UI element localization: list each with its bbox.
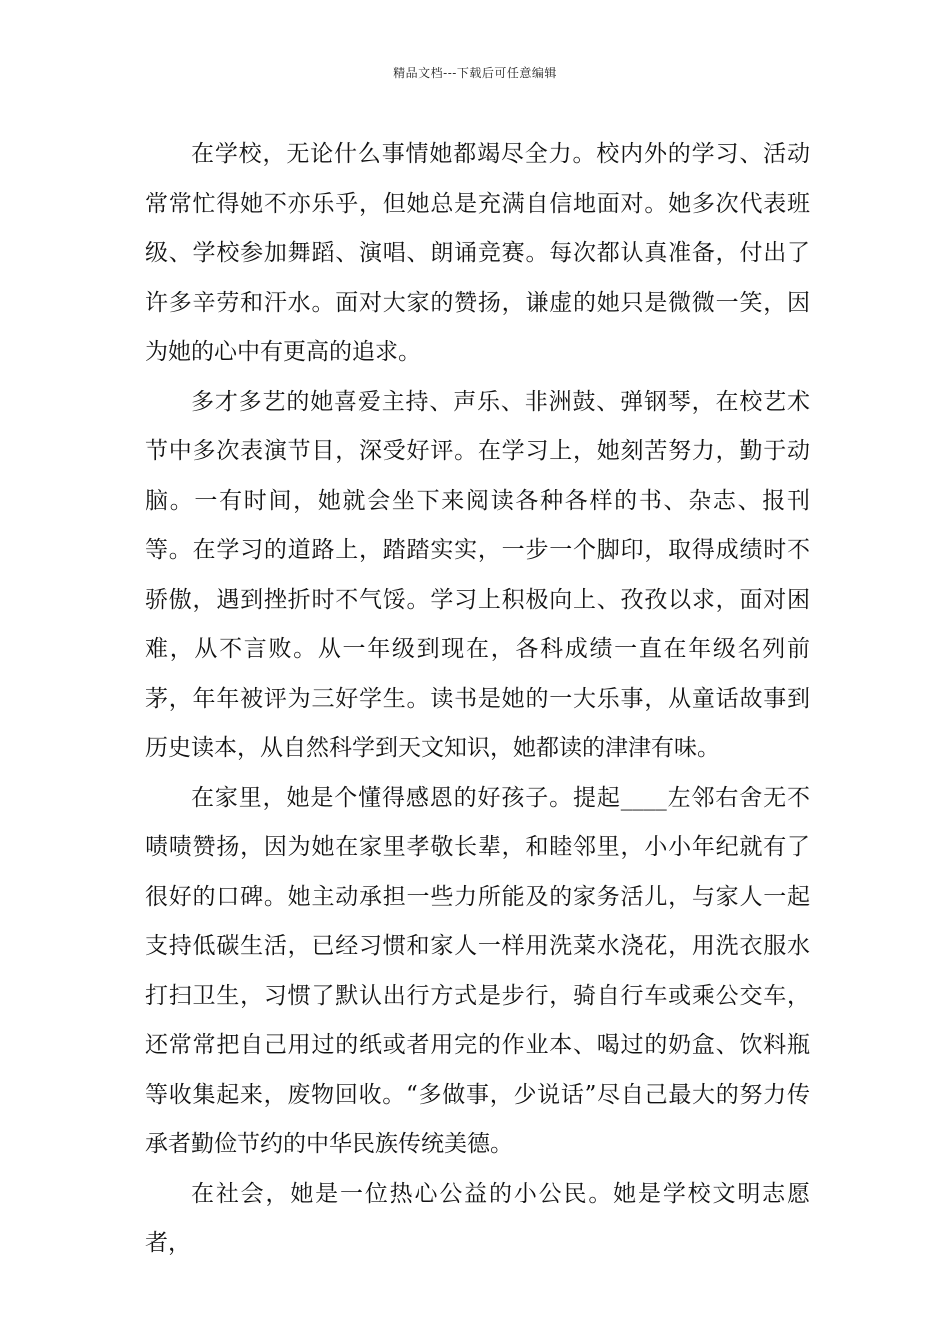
paragraph-talents: 多才多艺的她喜爱主持、声乐、非洲鼓、弹钢琴，在校艺术节中多次表演节目，深受好评。在学习上，她刻苦努力，勤于动脑。一有时间，她就会坐下来阅读各种各样的书、杂志、报刊等。在学习的道路上，踏踏实实，一步一个脚印，取得成绩时不骄傲，遇到挫折时不气馁。学习上积极向上、孜孜以求，面对困难，从不言败。从一年级到现在，各科成绩一直在年级名列前茅，年年被评为三好学生。读书是她的一大乐事，从童话故事到历史读本，从自然科学到天文知识，她都读的津津有味。 <box>145 388 810 761</box>
document-body <box>145 130 810 1269</box>
page-header: 精品文档---下载后可任意编辑 <box>393 66 557 80</box>
paragraph-home: 在家里，她是个懂得感恩的好孩子。提起____左邻右舍无不啧啧赞扬，因为她在家里孝敬长辈，和睦邻里，小小年纪就有了很好的口碑。她主动承担一些力所能及的家务活儿，与家人一起支持低碳生活，已经习惯和家人一样用洗菜水浇花，用洗衣服水打扫卫生，习惯了默认出行方式是步行，骑自行车或乘公交车，还常常把自己用过的纸或者用完的作业本、喝过的奶盒、饮料瓶等收集起来，废物回收。“多做事，少说话”尽自己最大的努力传承者勤俭节约的中华民族传统美德。 <box>145 784 810 1157</box>
paragraph-school: 在学校，无论什么事情她都竭尽全力。校内外的学习、活动常常忙得她不亦乐乎，但她总是充满自信地面对。她多次代表班级、学校参加舞蹈、演唱、朗诵竞赛。每次都认真准备，付出了许多辛劳和汗水。面对大家的赞扬，谦虚的她只是微微一笑，因为她的心中有更高的追求。 <box>145 141 810 365</box>
paragraph-society: 在社会，她是一位热心公益的小公民。她是学校文明志愿者， <box>145 1180 810 1256</box>
